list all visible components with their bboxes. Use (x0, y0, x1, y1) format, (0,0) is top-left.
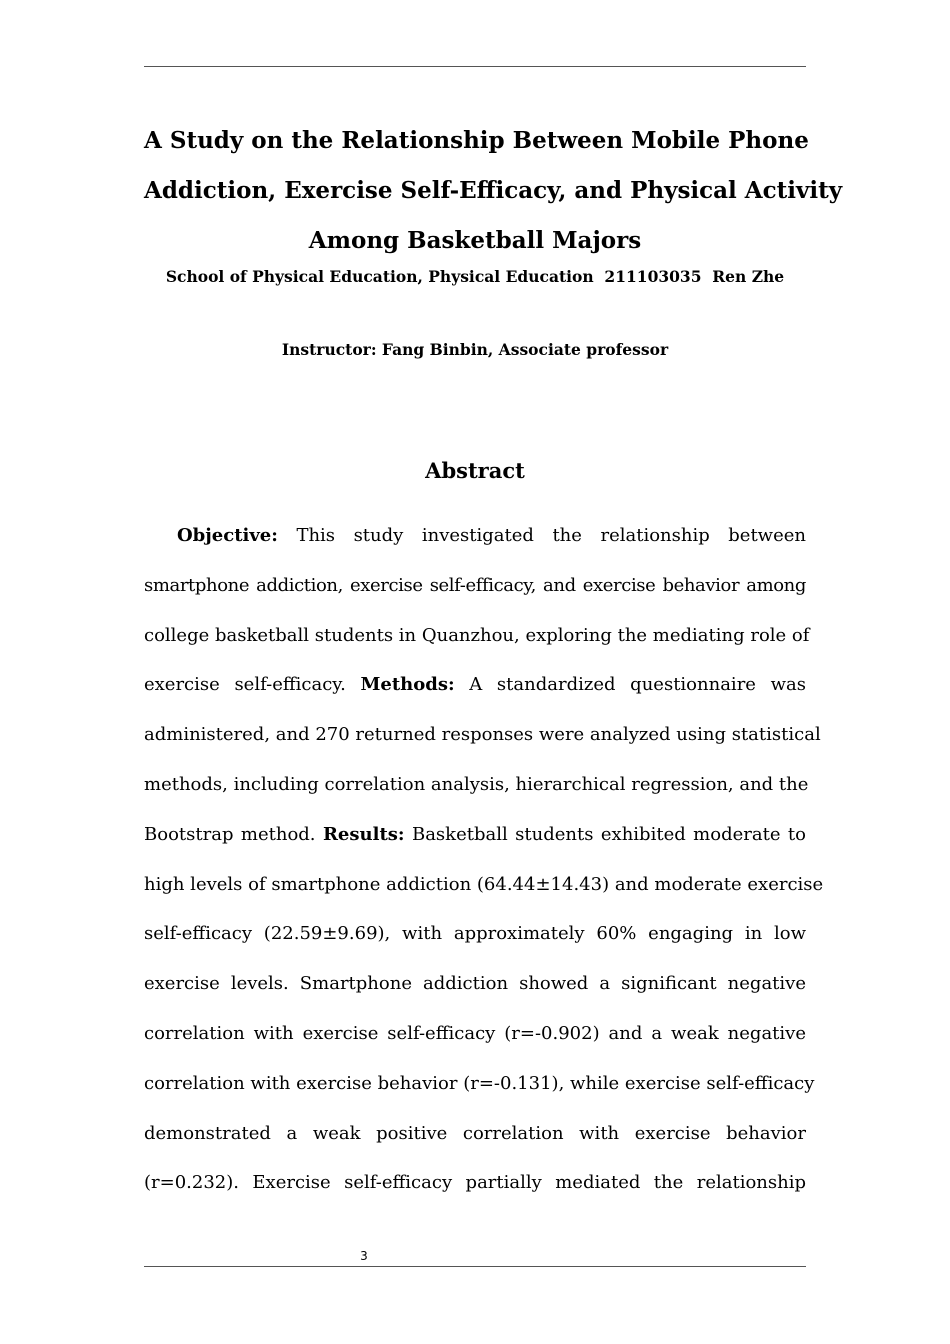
abstract-text: exercise self-efficacy. (144, 674, 361, 696)
abstract-line (144, 1158, 806, 1208)
abstract-text: Basketball students exhibited moderate to (404, 823, 806, 845)
title-line-2: Addiction, Exercise Self-Efficacy, and Physical Activity (144, 177, 843, 204)
abstract-text: correlation with exercise self-efficacy (r=-0.902) and a weak negative (144, 1022, 806, 1044)
abstract-text: correlation with exercise behavior (r=-0.131), while exercise self-efficacy (144, 1072, 815, 1094)
abstract-line (144, 860, 824, 910)
abstract-text: A standardized questionnaire was (454, 674, 806, 696)
abstract-text: Bootstrap method. (144, 823, 323, 845)
title-line-1: A Study on the Relationship Between Mobile Phone (144, 127, 809, 154)
abstract-text: high levels of smartphone addiction (64.44±14.43) and moderate exercise (144, 873, 824, 895)
abstract-line (144, 1109, 806, 1159)
abstract-text: self-efficacy (22.59±9.69), with approximately 60% engaging in low (144, 923, 806, 945)
footer-rule (144, 1266, 806, 1267)
abstract-text: smartphone addiction, exercise self-efficacy, and exercise behavior among (144, 574, 806, 596)
abstract-text: This study investigated the relationship between (277, 525, 806, 546)
abstract-line (144, 810, 806, 860)
abstract-text: demonstrated a weak positive correlation with exercise behavior (144, 1122, 806, 1144)
abstract-line (144, 511, 806, 561)
title-line-3: Among Basketball Majors (308, 227, 642, 254)
abstract-text: college basketball students in Quanzhou, exploring the mediating role of (144, 624, 810, 646)
abstract-line (144, 959, 806, 1009)
abstract-line (144, 1009, 806, 1059)
abstract-line (144, 611, 810, 661)
results-label: Results: (322, 823, 405, 845)
abstract-body (144, 511, 824, 1208)
abstract-text: exercise levels. Smartphone addiction showed a significant negative (144, 973, 806, 995)
abstract-text: (r=0.232). Exercise self-efficacy partially mediated the relationship (144, 1172, 806, 1194)
abstract-line (144, 909, 806, 959)
abstract-heading: Abstract (425, 458, 525, 483)
abstract-line (144, 561, 806, 611)
abstract-line (144, 1059, 815, 1109)
author-affiliation: School of Physical Education, Physical Education 211103035 Ren Zhe (165, 267, 785, 286)
instructor-line: Instructor: Fang Binbin, Associate professor (281, 340, 669, 359)
abstract-line (144, 760, 809, 810)
abstract-line (144, 710, 821, 760)
objective-label: Objective: (177, 525, 278, 546)
abstract-text: methods, including correlation analysis, hierarchical regression, and the (144, 773, 809, 795)
page-number: 3 (360, 1249, 368, 1263)
abstract-text: administered, and 270 returned responses were analyzed using statistical (144, 724, 821, 746)
paper-title (144, 116, 843, 266)
methods-label: Methods: (360, 674, 455, 696)
abstract-line (144, 660, 806, 710)
header-rule (144, 66, 806, 67)
